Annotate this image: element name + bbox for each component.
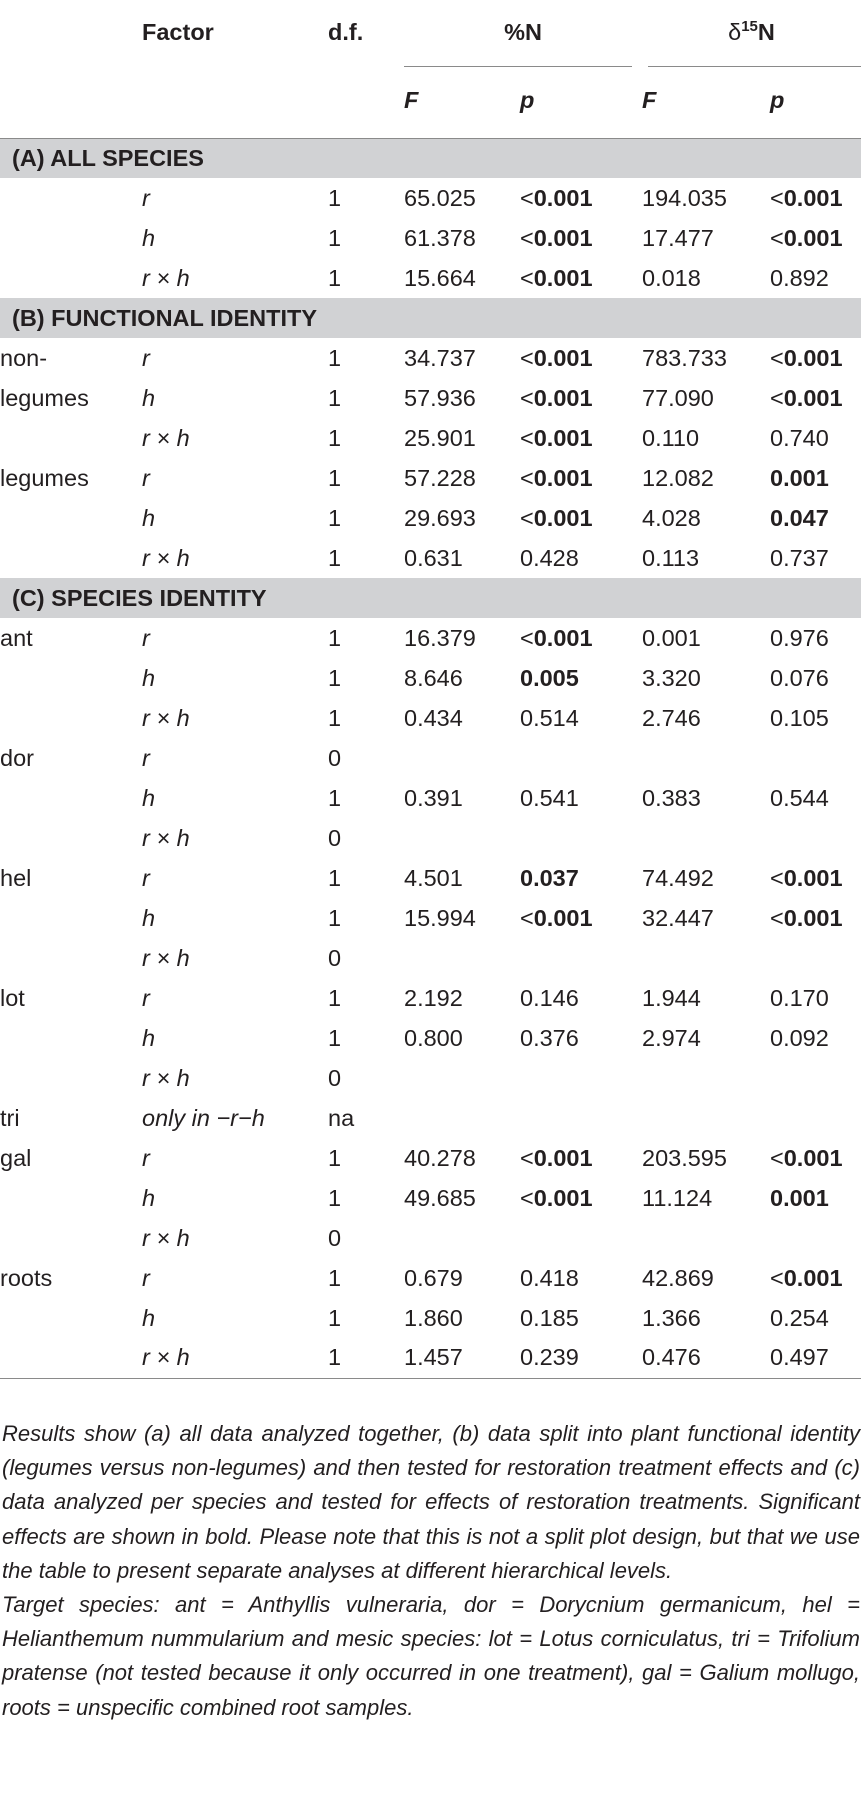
d15n-p-cell: 0.737 — [770, 544, 829, 571]
factor-cell: r × h — [142, 824, 190, 851]
table-row — [0, 258, 861, 298]
d15n-f-cell: 194.035 — [642, 184, 727, 211]
df-cell: 1 — [328, 344, 342, 371]
factor-cell: h — [142, 1024, 156, 1051]
section-header — [0, 578, 861, 618]
d15n-f-cell: 203.595 — [642, 1144, 727, 1171]
pctn-f-cell — [404, 1058, 520, 1098]
d15n-p-cell — [770, 818, 861, 858]
factor-cell: r — [142, 984, 150, 1011]
footnote-species: Target species: ant = Anthyllis vulneraria, dor = Dorycnium germanicum, hel = Helianthemum nummularium and mesic species: lot = Lotus corniculatus, tri = Trifolium pratense (not tested because it only occurred in one treatment), gal = Galium mollugo, roots = unspecific combined root samples. — [2, 1592, 860, 1720]
df-cell: 0 — [328, 1224, 342, 1251]
pctn-f-cell: 2.192 — [404, 984, 463, 1011]
df-cell: 1 — [328, 984, 342, 1011]
table-row — [0, 978, 861, 1018]
pctn-p-cell — [520, 818, 642, 858]
df-cell: 0 — [328, 944, 342, 971]
pctn-p-cell: 0.005 — [520, 664, 579, 691]
df-cell: 1 — [328, 784, 342, 811]
factor-cell: r — [142, 344, 150, 371]
d15n-p-cell: 0.001 — [770, 464, 829, 491]
header-d15n-n: N — [757, 18, 775, 45]
pctn-f-cell — [404, 818, 520, 858]
table-row — [0, 1218, 861, 1258]
pctn-f-cell: 29.693 — [404, 504, 476, 531]
header-blank-3 — [328, 64, 404, 138]
pctn-p-cell: <0.001 — [520, 424, 593, 451]
pctn-p-cell — [520, 1218, 642, 1258]
factor-cell: h — [142, 504, 156, 531]
df-cell: 1 — [328, 504, 342, 531]
df-cell: 1 — [328, 864, 342, 891]
factor-cell: r — [142, 464, 150, 491]
factor-cell: r × h — [142, 424, 190, 451]
group-cell — [0, 1178, 142, 1218]
table-row — [0, 1298, 861, 1338]
d15n-p-cell: <0.001 — [770, 384, 843, 411]
table-row — [0, 698, 861, 738]
group-cell — [0, 1058, 142, 1098]
table-row — [0, 218, 861, 258]
d15n-f-cell: 17.477 — [642, 224, 714, 251]
d15n-p-cell: <0.001 — [770, 864, 843, 891]
df-cell: 1 — [328, 464, 342, 491]
pctn-p-cell: <0.001 — [520, 224, 593, 251]
df-cell: 1 — [328, 264, 342, 291]
group-cell — [0, 1218, 142, 1258]
pctn-p-cell: 0.541 — [520, 784, 579, 811]
pctn-f-cell: 15.994 — [404, 904, 476, 931]
factor-cell: r × h — [142, 264, 190, 291]
factor-cell: h — [142, 224, 156, 251]
table-row — [0, 1338, 861, 1378]
header-group-blank — [0, 0, 142, 64]
table-row — [0, 538, 861, 578]
group-cell — [0, 1338, 142, 1378]
group-cell: tri — [0, 1104, 20, 1131]
pctn-p-cell — [520, 938, 642, 978]
d15n-p-cell: <0.001 — [770, 184, 843, 211]
df-cell: 1 — [328, 1338, 404, 1378]
d15n-p-cell: <0.001 — [770, 344, 843, 371]
group-cell — [0, 498, 142, 538]
factor-cell: r × h — [142, 944, 190, 971]
header-d15n-sup: 15 — [741, 18, 758, 36]
d15n-p-cell — [770, 738, 861, 778]
table-row — [0, 338, 861, 378]
d15n-f-cell: 0.113 — [642, 544, 700, 571]
footnote-results: Results show (a) all data analyzed together, (b) data split into plant functional identity (legumes versus non-legumes) and then tested for restoration treatment effects and (c) data analyzed per species and tested for effects of restoration treatments. Significant effects are shown in bold. Please note that this is not a split plot design, but that we use the table to present separate analyses at different hierarchical levels. — [2, 1421, 860, 1583]
factor-cell: r — [142, 624, 150, 651]
df-cell: 0 — [328, 1064, 342, 1091]
group-cell: hel — [0, 864, 32, 891]
d15n-f-cell: 74.492 — [642, 864, 714, 891]
pctn-p-cell: <0.001 — [520, 904, 593, 931]
d15n-p-cell — [770, 1098, 861, 1138]
df-cell: 1 — [328, 1264, 342, 1291]
pctn-p-cell: <0.001 — [520, 624, 593, 651]
factor-cell: r — [142, 864, 150, 891]
df-cell: 1 — [328, 184, 342, 211]
pctn-p-cell: 0.185 — [520, 1304, 579, 1331]
d15n-f-cell: 0.476 — [642, 1338, 770, 1378]
table-row — [0, 1258, 861, 1298]
d15n-p-cell: 0.497 — [770, 1338, 861, 1378]
header-f-pctn: F — [404, 87, 419, 114]
table-row — [0, 458, 861, 498]
d15n-f-cell: 77.090 — [642, 384, 714, 411]
table-row — [0, 1018, 861, 1058]
factor-cell: r — [142, 1264, 150, 1291]
df-cell: 1 — [328, 1144, 342, 1171]
pctn-p-cell: <0.001 — [520, 264, 593, 291]
pctn-f-cell: 0.391 — [404, 784, 463, 811]
table-footnote — [2, 1417, 860, 1725]
pctn-f-cell: 0.679 — [404, 1264, 463, 1291]
group-cell — [0, 258, 142, 298]
pctn-f-cell: 57.228 — [404, 464, 476, 491]
d15n-f-cell: 32.447 — [642, 904, 714, 931]
group-cell — [0, 778, 142, 818]
pctn-p-cell: 0.376 — [520, 1024, 579, 1051]
header-blank-1 — [0, 64, 142, 138]
table-row — [0, 618, 861, 658]
d15n-p-cell: 0.254 — [770, 1304, 829, 1331]
d15n-f-cell — [642, 1218, 770, 1258]
header-pct-n-rule — [404, 66, 632, 67]
d15n-p-cell: 0.892 — [770, 264, 829, 291]
group-cell — [0, 698, 142, 738]
header-pct-n-label: %N — [504, 18, 542, 45]
table-row — [0, 858, 861, 898]
group-cell — [0, 1018, 142, 1058]
d15n-f-cell — [642, 1098, 770, 1138]
table-row — [0, 418, 861, 458]
d15n-f-cell: 42.869 — [642, 1264, 714, 1291]
pctn-p-cell: 0.146 — [520, 984, 579, 1011]
d15n-p-cell: 0.105 — [770, 704, 829, 731]
group-cell — [0, 178, 142, 218]
pctn-p-cell: <0.001 — [520, 184, 593, 211]
pctn-p-cell: <0.001 — [520, 504, 593, 531]
d15n-p-cell: <0.001 — [770, 224, 843, 251]
factor-cell: r — [142, 184, 150, 211]
group-cell: lot — [0, 984, 25, 1011]
pctn-f-cell: 0.434 — [404, 704, 463, 731]
table-row — [0, 1178, 861, 1218]
group-cell — [0, 218, 142, 258]
pctn-p-cell: <0.001 — [520, 1144, 593, 1171]
pctn-f-cell: 34.737 — [404, 344, 476, 371]
pctn-f-cell — [404, 1098, 520, 1138]
factor-cell: r — [142, 1144, 150, 1171]
pctn-f-cell: 49.685 — [404, 1184, 476, 1211]
factor-cell: h — [142, 904, 156, 931]
group-cell — [0, 538, 142, 578]
d15n-f-cell: 12.082 — [642, 464, 714, 491]
d15n-f-cell: 0.018 — [642, 264, 701, 291]
d15n-f-cell: 1.366 — [642, 1304, 701, 1331]
table-row — [0, 178, 861, 218]
pctn-f-cell: 65.025 — [404, 184, 476, 211]
d15n-f-cell — [642, 818, 770, 858]
df-cell: 1 — [328, 224, 342, 251]
pctn-p-cell: 0.514 — [520, 704, 579, 731]
d15n-p-cell: 0.976 — [770, 624, 829, 651]
pctn-f-cell — [404, 938, 520, 978]
section-header — [0, 298, 861, 338]
df-cell: 1 — [328, 664, 342, 691]
table-row — [0, 818, 861, 858]
df-cell: 1 — [328, 384, 342, 411]
pctn-p-cell: 0.428 — [520, 544, 579, 571]
group-cell: dor — [0, 744, 34, 771]
d15n-p-cell: 0.170 — [770, 984, 829, 1011]
d15n-f-cell: 2.746 — [642, 704, 701, 731]
d15n-p-cell — [770, 1058, 861, 1098]
header-pct-n — [404, 0, 642, 64]
table-row — [0, 378, 861, 418]
d15n-p-cell: 0.076 — [770, 664, 829, 691]
pctn-f-cell: 8.646 — [404, 664, 463, 691]
pctn-p-cell — [520, 1058, 642, 1098]
header-p-pctn: p — [520, 87, 535, 114]
factor-cell: r × h — [142, 704, 190, 731]
d15n-f-cell — [642, 1058, 770, 1098]
group-cell — [0, 818, 142, 858]
group-cell — [0, 418, 142, 458]
table-row — [0, 738, 861, 778]
group-cell: non- — [0, 344, 48, 371]
pctn-f-cell: 4.501 — [404, 864, 463, 891]
section-title: (B) FUNCTIONAL IDENTITY — [12, 304, 318, 331]
header-factor: Factor — [142, 18, 214, 45]
pctn-p-cell: 0.037 — [520, 864, 579, 891]
factor-cell: h — [142, 384, 156, 411]
pctn-f-cell: 0.800 — [404, 1024, 463, 1051]
factor-cell: r × h — [142, 1338, 328, 1378]
pctn-f-cell — [404, 1218, 520, 1258]
pctn-f-cell: 1.457 — [404, 1338, 520, 1378]
pctn-p-cell: <0.001 — [520, 344, 593, 371]
factor-cell: r — [142, 744, 150, 771]
factor-cell: r × h — [142, 1224, 190, 1251]
table-row — [0, 1138, 861, 1178]
df-cell: 0 — [328, 744, 342, 771]
table-row — [0, 898, 861, 938]
d15n-f-cell: 0.001 — [642, 624, 701, 651]
pctn-f-cell: 25.901 — [404, 424, 476, 451]
group-cell — [0, 1298, 142, 1338]
pctn-f-cell: 57.936 — [404, 384, 476, 411]
df-cell: 1 — [328, 624, 342, 651]
d15n-f-cell: 11.124 — [642, 1184, 713, 1211]
group-cell: gal — [0, 1144, 32, 1171]
d15n-p-cell: 0.001 — [770, 1184, 829, 1211]
d15n-p-cell: <0.001 — [770, 1264, 843, 1291]
group-cell — [0, 658, 142, 698]
d15n-f-cell: 4.028 — [642, 504, 701, 531]
section-title: (A) ALL SPECIES — [0, 138, 861, 178]
table-row — [0, 1058, 861, 1098]
table-row — [0, 658, 861, 698]
pctn-f-cell: 0.631 — [404, 544, 463, 571]
pctn-p-cell — [520, 738, 642, 778]
pctn-f-cell: 1.860 — [404, 1304, 463, 1331]
pctn-p-cell: 0.418 — [520, 1264, 579, 1291]
pctn-f-cell: 61.378 — [404, 224, 476, 251]
d15n-p-cell: 0.047 — [770, 504, 829, 531]
df-cell: 1 — [328, 1304, 342, 1331]
factor-cell: r × h — [142, 1064, 190, 1091]
section-header — [0, 138, 861, 178]
pctn-p-cell: 0.239 — [520, 1338, 642, 1378]
header-p-d15n: p — [770, 87, 785, 114]
df-cell: 1 — [328, 1184, 342, 1211]
factor-cell: r × h — [142, 544, 190, 571]
table-row — [0, 498, 861, 538]
header-d15n-rule — [648, 66, 861, 67]
d15n-p-cell: 0.740 — [770, 424, 829, 451]
d15n-f-cell: 783.733 — [642, 344, 727, 371]
d15n-f-cell — [642, 738, 770, 778]
df-cell: 1 — [328, 704, 342, 731]
df-cell: 1 — [328, 424, 342, 451]
table-row — [0, 938, 861, 978]
group-cell: legumes — [0, 384, 89, 411]
group-cell — [0, 898, 142, 938]
pctn-f-cell — [404, 738, 520, 778]
d15n-f-cell: 1.944 — [642, 984, 701, 1011]
df-cell: 1 — [328, 1024, 342, 1051]
header-d15n — [642, 0, 861, 64]
df-cell: 1 — [328, 544, 342, 571]
d15n-f-cell: 0.110 — [642, 424, 700, 451]
df-cell: na — [328, 1104, 355, 1131]
header-f-d15n: F — [642, 87, 657, 114]
pctn-p-cell: <0.001 — [520, 384, 593, 411]
d15n-p-cell — [770, 1218, 861, 1258]
factor-cell: h — [142, 1304, 156, 1331]
d15n-p-cell: <0.001 — [770, 904, 843, 931]
pctn-f-cell: 16.379 — [404, 624, 476, 651]
d15n-f-cell — [642, 938, 770, 978]
group-cell: legumes — [0, 464, 89, 491]
group-cell: roots — [0, 1264, 53, 1291]
factor-cell: h — [142, 1184, 156, 1211]
df-cell: 0 — [328, 824, 342, 851]
section-title: (C) SPECIES IDENTITY — [12, 584, 267, 611]
header-d15n-delta: δ — [728, 18, 742, 45]
d15n-f-cell: 3.320 — [642, 664, 701, 691]
pctn-p-cell: <0.001 — [520, 464, 593, 491]
factor-cell: only in −r−h — [142, 1104, 265, 1131]
header-blank-2 — [142, 64, 328, 138]
table-header — [0, 0, 861, 138]
table-row — [0, 1098, 861, 1138]
d15n-p-cell: <0.001 — [770, 1144, 843, 1171]
group-cell: ant — [0, 624, 33, 651]
header-df: d.f. — [328, 18, 364, 45]
d15n-p-cell: 0.544 — [770, 784, 829, 811]
d15n-p-cell: 0.092 — [770, 1024, 829, 1051]
pctn-p-cell — [520, 1098, 642, 1138]
table-body — [0, 138, 861, 1378]
pctn-f-cell: 40.278 — [404, 1144, 476, 1171]
d15n-f-cell: 2.974 — [642, 1024, 701, 1051]
pctn-f-cell: 15.664 — [404, 264, 476, 291]
d15n-f-cell: 0.383 — [642, 784, 701, 811]
table-row — [0, 778, 861, 818]
d15n-p-cell — [770, 938, 861, 978]
df-cell: 1 — [328, 904, 342, 931]
group-cell — [0, 938, 142, 978]
pctn-p-cell: <0.001 — [520, 1184, 593, 1211]
factor-cell: h — [142, 784, 156, 811]
factor-cell: h — [142, 664, 156, 691]
